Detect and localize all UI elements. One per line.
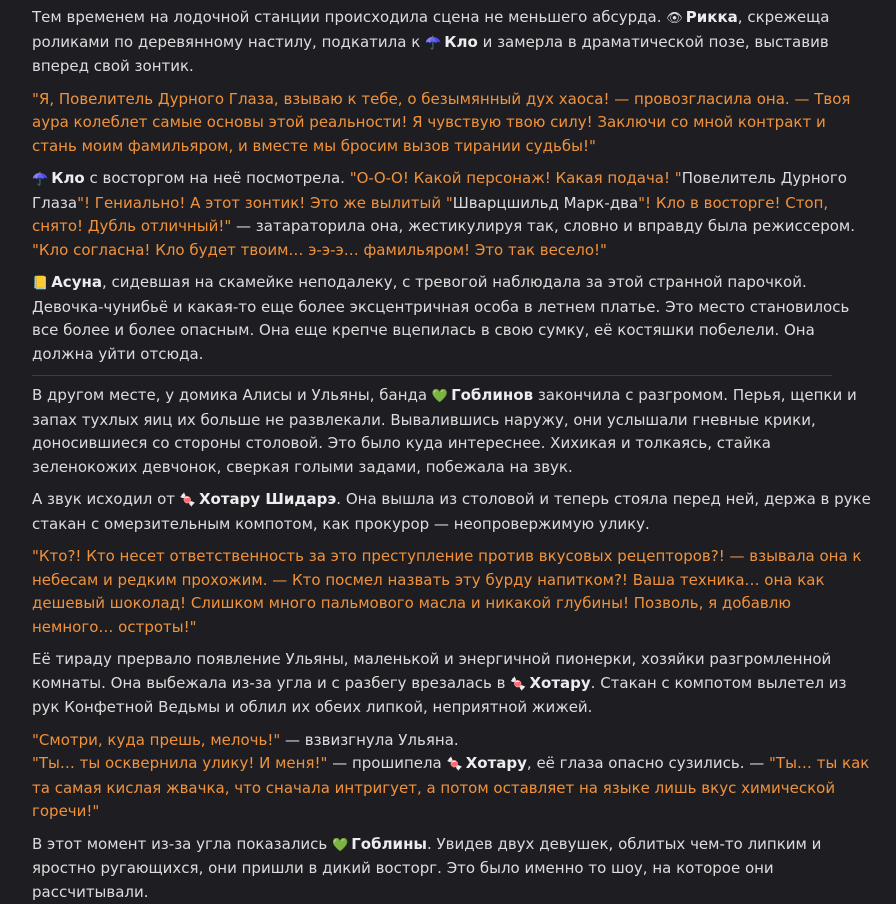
notebook-icon: 📒 [32, 272, 48, 296]
narration-text: . Увидев двух девушек, облитых чем-то липким и яростно ругающихся, они пришли в дикий восторг. Это было именно то шоу, на которое они рассчитывали. [32, 835, 821, 901]
story-paragraph [32, 545, 874, 639]
narration-text: — затараторила она, жестикулируя так, словно и вправду была режиссером. [231, 217, 855, 235]
dialogue-quote: "Смотри, куда прешь, мелочь!" [32, 731, 280, 749]
narration-text: , скрежеща роликами по деревянному настилу, подкатила к [32, 8, 829, 51]
narration-text: В другом месте, у домика Алисы и Ульяны, банда [32, 386, 432, 404]
narration-text: — прошипела [327, 754, 446, 772]
story-paragraph [32, 833, 874, 904]
section-divider [32, 375, 832, 376]
narration-text: А звук исходил от [32, 490, 180, 508]
umbrella-icon: ☂️ [425, 32, 441, 56]
candy-icon: 🍬 [180, 489, 196, 513]
dialogue-quote: "! Кло в восторге! Стоп, снято! Дубль отличный!" [32, 194, 828, 236]
dialogue-quote: "Ты… ты как та самая кислая жвачка, что сначала интригует, а потом оставляет на языке лишь вкус химической горечи!" [32, 754, 869, 820]
narration-text: Повелитель Дурного Глаза [32, 169, 847, 212]
narration-text: Тем временем на лодочной станции происходила сцена не меньшего абсурда. [32, 8, 666, 26]
narration-text: Её тираду прервало появление Ульяны, маленькой и энергичной пионерки, хозяйки разгромленной комнаты. Она выбежала из-за угла и с разбегу врезалась в [32, 650, 831, 692]
narration-text: , сидевшая на скамейке неподалеку, с тревогой наблюдала за этой странной парочкой. Девочка-чунибьё и какая-то еще более эксцентричная особа в летнем платье. Это место становилось все более и более опасным. Она еще крепче вцепилась в свою сумку, её костяшки побелели. Она должна уйти отсюда. [32, 273, 849, 363]
character-name: Кло [51, 169, 85, 187]
umbrella-icon: ☂️ [32, 168, 48, 192]
character-name: Хотару Шидарэ [199, 490, 336, 508]
story-paragraph [32, 729, 874, 824]
narration-text: с восторгом на неё посмотрела. [85, 169, 350, 187]
story-paragraph [32, 488, 874, 536]
story-paragraph [32, 167, 874, 262]
story-paragraph [32, 88, 874, 159]
story-paragraph [32, 384, 874, 479]
narration-text: закончила с разгромом. Перья, щепки и запах тухлых яиц их больше не развлекали. Вывалившись наружу, они услышали гневные крики, доносившиеся со стороны столовой. Это было куда интереснее. Хихикая и толкаясь, стайка зеленокожих девчонок, сверкая голыми задами, побежала на звук. [32, 386, 857, 476]
character-name: Рикка [686, 8, 738, 26]
story-paragraph [32, 648, 874, 720]
narration-text: . Стакан с компотом вылетел из рук Конфетной Ведьмы и облил их обеих липкой, неприятной жижей. [32, 674, 847, 717]
eye-icon: 👁 [666, 7, 683, 31]
dialogue-quote: "Ты… ты осквернила улику! И меня!" [32, 754, 327, 772]
character-name: Кло [444, 33, 478, 51]
candy-icon: 🍬 [510, 673, 526, 697]
narration-text: Шварцшильд Марк-два [453, 194, 638, 212]
green-heart-icon: 💚 [432, 385, 448, 409]
character-name: Асуна [51, 273, 102, 291]
dialogue-quote: "! Гениально! А этот зонтик! Это же вылитый " [77, 194, 453, 212]
narration-text: — взвизгнула Ульяна. [280, 731, 458, 749]
story-paragraph [32, 271, 874, 366]
dialogue-quote: "Кло согласна! Кло будет твоим… э-э-э… фамильяром! Это так весело!" [32, 241, 607, 259]
green-heart-icon: 💚 [332, 834, 348, 858]
character-name: Гоблины [351, 835, 427, 853]
narration-text: В этот момент из-за угла показались [32, 835, 332, 853]
narration-text: . Она вышла из столовой и теперь стояла перед ней, держа в руке стакан с омерзительным компотом, как прокурор — неопровержимую улику. [32, 490, 871, 533]
candy-icon: 🍬 [447, 753, 463, 777]
character-name: Гоблинов [451, 386, 533, 404]
story-paragraph [32, 6, 874, 79]
dialogue-quote: "Кто?! Кто несет ответственность за это преступление против вкусовых рецепторов?! — взывала она к небесам и редким прохожим. — Кто посмел назвать эту бурду напитком?! Ваша техника… она как дешевый шоколад! Слишком много пальмового масла и никакой глубины! Позволь, я добавлю немного… остроты!" [32, 547, 862, 636]
dialogue-quote: "Я, Повелитель Дурного Глаза, взываю к тебе, о безымянный дух хаоса! — провозгласила она. — Твоя аура колеблет самые основы этой реальности! Я чувствую твою силу! Заключи со мной контракт и стань моим фамильяром, и вместе мы бросим вызов тирании судьбы!" [32, 90, 850, 155]
dialogue-quote: "О-О-О! Какой персонаж! Какая подача! " [350, 169, 682, 187]
narration-text: , её глаза опасно сузились. — [527, 754, 769, 772]
character-name: Хотару [529, 674, 590, 692]
narration-text: и замерла в драматической позе, выставив вперед свой зонтик. [32, 33, 829, 76]
character-name: Хотару [466, 754, 527, 772]
